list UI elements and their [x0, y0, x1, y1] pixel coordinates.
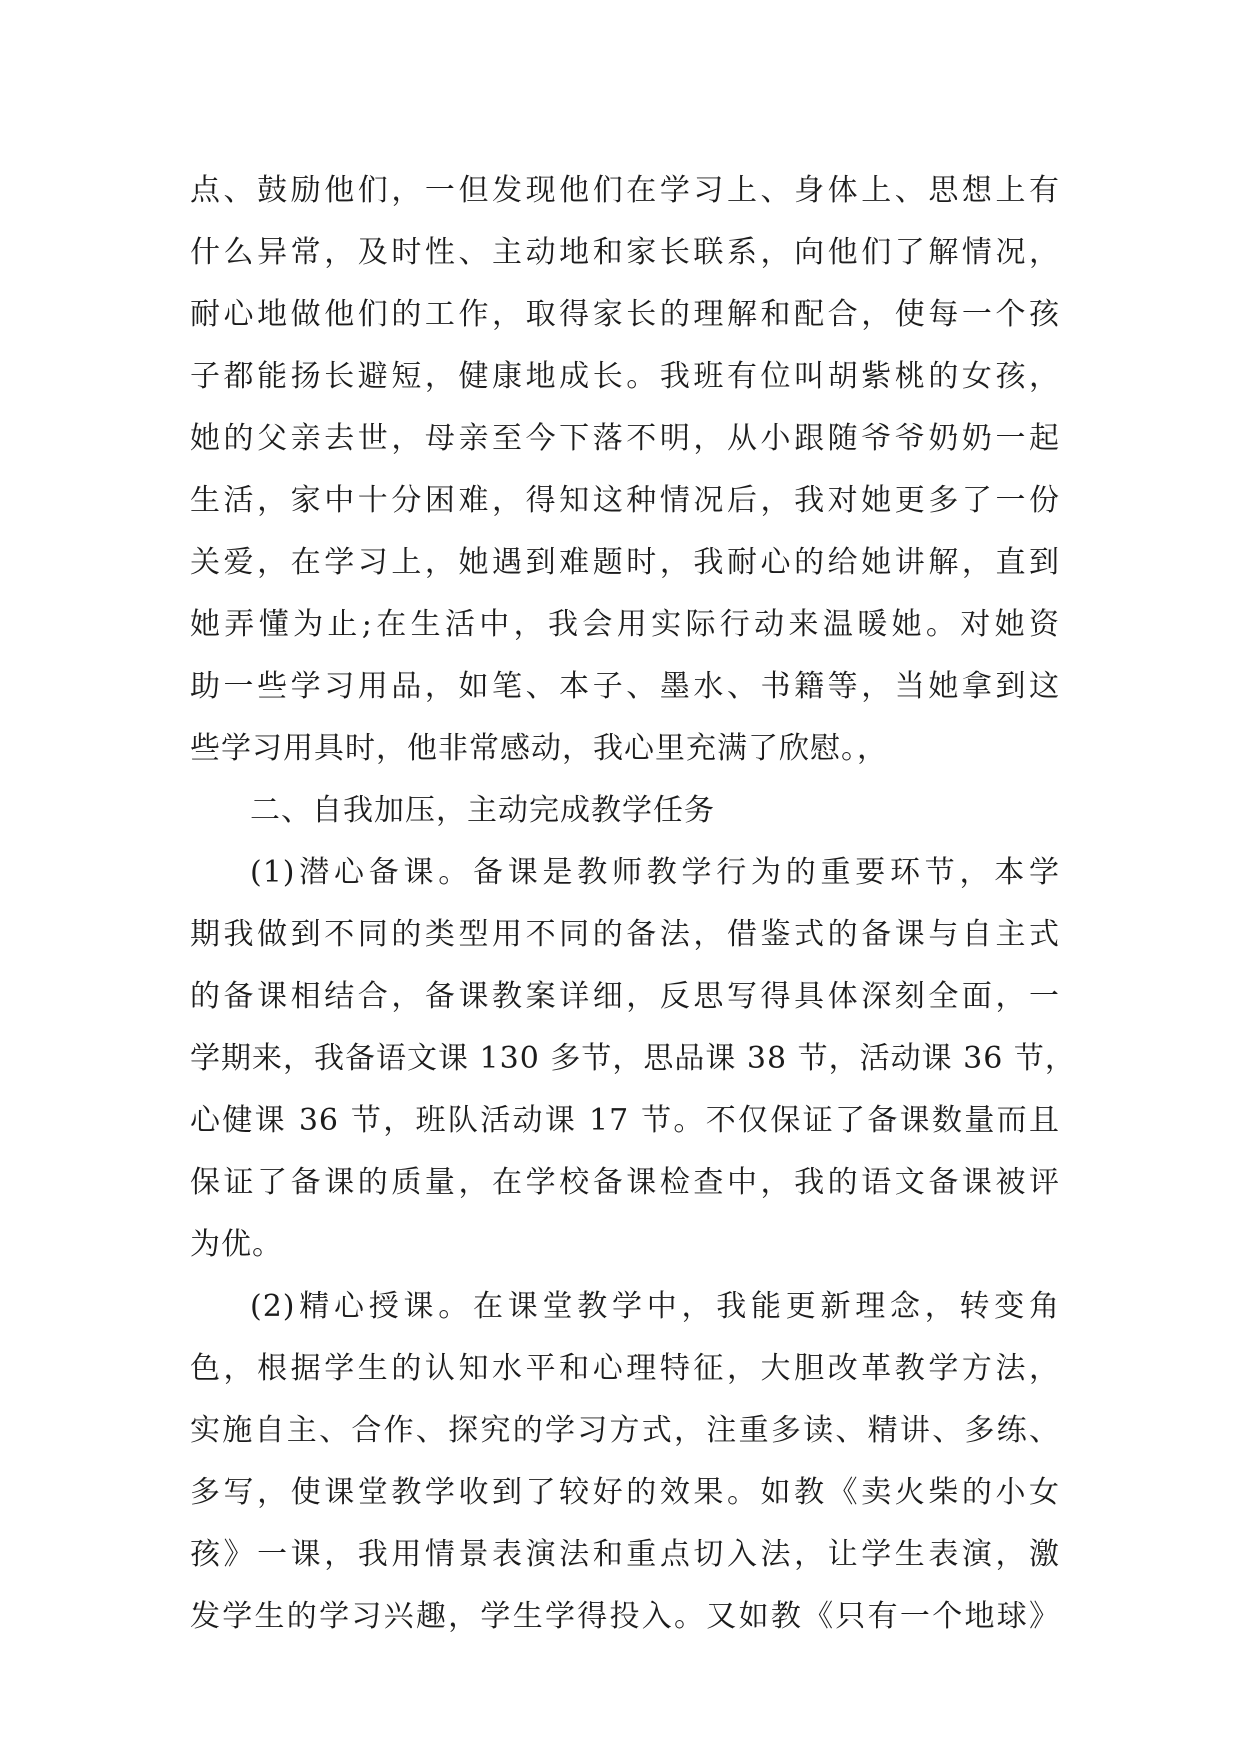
text-line: 学期来，我备语文课 130 多节，思品课 38 节，活动课 36 节， [190, 1041, 1076, 1076]
section-heading: 二、自我加压，主动完成教学任务 [250, 793, 715, 828]
text-line: (1)潜心备课。备课是教师教学行为的重要环节，本学 [250, 855, 1060, 890]
text-line: 保证了备课的质量，在学校备课检查中，我的语文备课被评 [190, 1165, 1060, 1200]
text-line: 她的父亲去世，母亲至今下落不明，从小跟随爷爷奶奶一起 [190, 421, 1060, 456]
text-line: 她弄懂为止;在生活中，我会用实际行动来温暖她。对她资 [190, 607, 1060, 642]
text-line: 耐心地做他们的工作，取得家长的理解和配合，使每一个孩 [190, 297, 1060, 332]
text-line: 点、鼓励他们，一但发现他们在学习上、身体上、思想上有 [190, 173, 1060, 208]
text-line: 关爱，在学习上，她遇到难题时，我耐心的给她讲解，直到 [190, 545, 1060, 580]
document-body [190, 160, 1076, 1648]
text-line: 助一些学习用品，如笔、本子、墨水、书籍等，当她拿到这 [190, 669, 1060, 704]
text-line: 生活，家中十分困难，得知这种情况后，我对她更多了一份 [190, 483, 1060, 518]
text-line: 的备课相结合，备课教案详细，反思写得具体深刻全面，一 [190, 979, 1060, 1014]
text-line: 色，根据学生的认知水平和心理特征，大胆改革教学方法， [190, 1351, 1060, 1386]
text-line: 实施自主、合作、探究的学习方式，注重多读、精讲、多练、 [190, 1413, 1060, 1448]
text-line: 发学生的学习兴趣，学生学得投入。又如教《只有一个地球》 [190, 1599, 1060, 1634]
text-line: 期我做到不同的类型用不同的备法，借鉴式的备课与自主式 [190, 917, 1060, 952]
text-line: 子都能扬长避短，健康地成长。我班有位叫胡紫桃的女孩， [190, 359, 1060, 394]
text-line: 什么异常，及时性、主动地和家长联系，向他们了解情况， [190, 235, 1060, 270]
text-line: 为优。 [190, 1227, 283, 1262]
text-line: 心健课 36 节，班队活动课 17 节。不仅保证了备课数量而且 [190, 1103, 1060, 1138]
text-line: (2)精心授课。在课堂教学中，我能更新理念，转变角 [250, 1289, 1060, 1324]
text-line: 些学习用具时，他非常感动，我心里充满了欣慰。， [190, 731, 888, 766]
text-line: 孩》一课，我用情景表演法和重点切入法，让学生表演，激 [190, 1537, 1060, 1572]
text-line: 多写，使课堂教学收到了较好的效果。如教《卖火柴的小女 [190, 1475, 1060, 1510]
